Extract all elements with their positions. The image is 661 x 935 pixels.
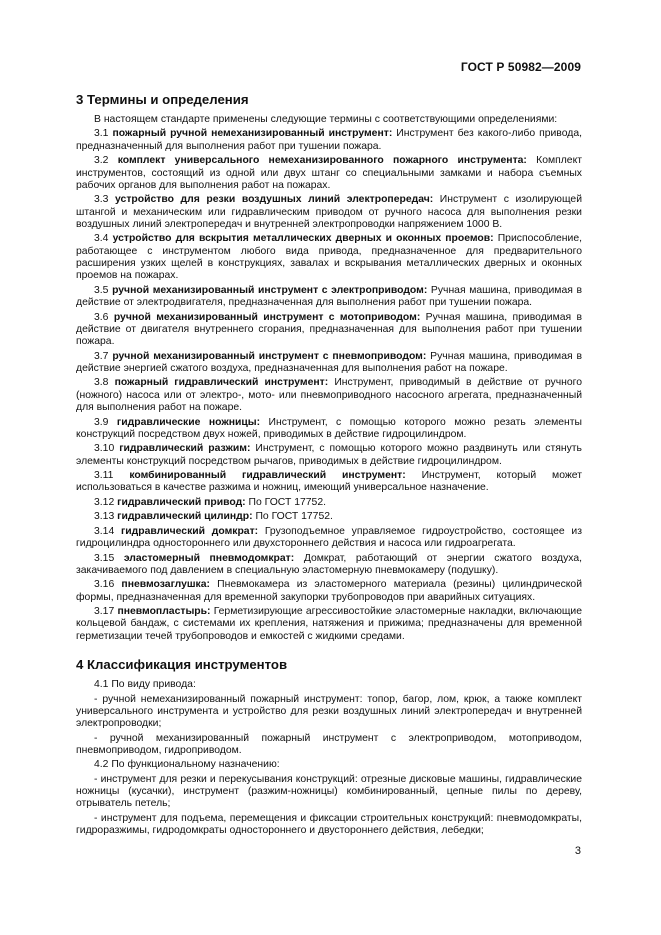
classification-list-item: - ручной немеханизированный пожарный инструмент: топор, багор, лом, крюк, а также комплект универсального инструмента и устройство для резки воздушных линий электропередач и внутренней электропроводки; (76, 693, 582, 730)
term-name: ручной механизированный инструмент с мотоприводом: (113, 311, 421, 323)
term-definition: Герметизирующие агрессивостойкие эластомерные накладки, включающие кольцевой бандаж, с системами их крепления, натяжения и прижима; предназначены для временной герметизации течей трубопроводов и емкостей с жидкими средами. (76, 606, 583, 642)
term-definition: Инструмент, приводимый в действие от ручного (ножного) насоса или от электро-, мото- или пневмоприводного насосного агрегата, предназначенный для выполнения работ на пожаре. (76, 377, 582, 414)
term-name: устройство для вскрытия металлических дверных и оконных проемов: (112, 233, 494, 245)
term-definition: Инструмент, с помощью которого можно раздвинуть или стянуть элементы конструкций посредством рычагов, приводимых в действие гидроцилиндром. (76, 443, 582, 467)
term-name: гидравлический разжим: (119, 443, 251, 455)
term-item: 3.12 гидравлический привод: По ГОСТ 17752. (94, 496, 326, 508)
term-item: 3.4 устройство для вскрытия металлических дверных и оконных проемов: Приспособление, работающее с инструментом любого вида привода, предназначенное для предварительного расширения узких щелей в конструкциях, завалах и вскрывания металлических дверных и оконных проемов на пожарах. (76, 233, 582, 282)
term-name: комплект универсального немеханизированного пожарного инструмента: (117, 155, 527, 167)
term-item: 3.8 пожарный гидравлический инструмент: Инструмент, приводимый в действие от ручного (ножного) насоса или от электро-, мото- или пневмоприводного насосного агрегата, предназначенный для выполнения работ на пожаре. (76, 377, 582, 414)
term-definition: Грузоподъемное управляемое гидроустройство, состоящее из гидроцилиндра одностороннего или двухстороннего действия и насоса или гидроагрегата. (76, 525, 582, 550)
classification-paragraph: 4.1 По виду привода: (94, 679, 196, 691)
term-item: 3.2 комплект универсального немеханизированного пожарного инструмента: Комплект инструментов, состоящий из одной или двух штанг со специальными замками и набора съемных рабочих органов для выполнения работ на пожарах. (76, 155, 583, 191)
classification-list-item: - инструмент для подъема, перемещения и фиксации строительных конструкций: пневмодомкраты, гидроразжимы, гидродомкраты одностороннего и двустороннего действия, лебедки; (76, 812, 582, 837)
term-item: 3.5 ручной механизированный инструмент с электроприводом: Ручная машина, приводимая в действие от электродвигателя, предназначенная для выполнения работ при тушении пожара. (76, 284, 582, 309)
term-definition: По ГОСТ 17752. (255, 511, 333, 523)
page-number: 3 (574, 845, 581, 857)
term-definition: Инструмент без какого-либо привода, предназначенный для выполнения работ при тушении пожара. (76, 128, 582, 152)
term-name: комбинированный гидравлический инструмент: (129, 470, 406, 482)
term-item: 3.14 гидравлический домкрат: Грузоподъемное управляемое гидроустройство, состоящее из гидроцилиндра одностороннего или двухстороннего действия и насоса или гидроагрегата. (76, 525, 582, 550)
term-definition: Приспособление, работающее с инструментом любого вида привода, предназначенное для предварительного расширения узких щелей в конструкциях, завалах и вскрывания металлических дверных и оконных проемов на пожарах. (76, 233, 582, 282)
term-definition: По ГОСТ 17752. (248, 496, 326, 508)
term-definition: Ручная машина, приводимая в действие от двигателя внутреннего сгорания, предназначенная для выполнения работ при тушении пожара. (76, 311, 583, 348)
page-content (76, 92, 582, 838)
term-definition: Инструмент, с помощью которого можно резать элементы конструкций посредством двух ножей, приводимых в действие гидроцилиндром. (76, 416, 582, 440)
term-definition: Ручная машина, приводимая в действие энергией сжатого воздуха, предназначенная для выполнения работ на пожаре. (76, 350, 582, 374)
term-item: 3.11 комбинированный гидравлический инструмент: Инструмент, который может использоваться в качестве разжима и ножниц, имеющий универсальное назначение. (76, 470, 582, 494)
term-item: 3.7 ручной механизированный инструмент с пневмоприводом: Ручная машина, приводимая в действие энергией сжатого воздуха, предназначенная для выполнения работ на пожаре. (76, 350, 582, 374)
term-item: 3.15 эластомерный пневмодомкрат: Домкрат, работающий от энергии сжатого воздуха, закачиваемого под давлением в специальную эластомерную пневмокамеру (подушку). (76, 552, 583, 576)
term-item: 3.1 пожарный ручной немеханизированный инструмент: Инструмент без какого-либо привода, предназначенный для выполнения работ при тушении пожара. (76, 128, 582, 152)
term-definition: Инструмент, который может использоваться в качестве разжима и ножниц, имеющий универсальное назначение. (76, 470, 582, 494)
term-definition: Комплект инструментов, состоящий из одной или двух штанг со специальными замками и набора съемных рабочих органов для выполнения работ на пожарах. (76, 155, 583, 191)
term-definition: Пневмокамера из эластомерного материала (резины) цилиндрической формы, предназначенная для временной закупорки трубопроводов при аварийных ситуациях. (76, 579, 583, 603)
term-item: 3.16 пневмозаглушка: Пневмокамера из эластомерного материала (резины) цилиндрической формы, предназначенная для временной закупорки трубопроводов при аварийных ситуациях. (76, 579, 583, 603)
term-name: пожарный ручной немеханизированный инструмент: (112, 128, 393, 140)
term-item: 3.6 ручной механизированный инструмент с мотоприводом: Ручная машина, приводимая в действие от двигателя внутреннего сгорания, предназначенная для выполнения работ при тушении пожара. (76, 311, 583, 348)
term-name: гидравлический привод: (117, 496, 246, 508)
classification-paragraph: 4.2 По функциональному назначению: (94, 759, 280, 771)
section-4-title: 4 Классификация инструментов (76, 657, 288, 673)
term-item: 3.3 устройство для резки воздушных линий электропередач: Инструмент с изолирующей штангой и механическим или гидравлическим приводом от ручного насоса для выполнения резки воздушных линий электропередач и внутренней электропроводки напряжением 1000 В. (76, 194, 582, 230)
term-definition: Домкрат, работающий от энергии сжатого воздуха, закачиваемого под давлением в специальную эластомерную пневмокамеру (подушку). (76, 552, 583, 576)
section-3-intro: В настоящем стандарте применены следующие термины с соответствующими определениями: (94, 114, 558, 125)
term-item: 3.10 гидравлический разжим: Инструмент, с помощью которого можно раздвинуть или стянуть элементы конструкций посредством рычагов, приводимых в действие гидроцилиндром. (76, 443, 582, 467)
classification-list-item: - ручной механизированный пожарный инструмент с электроприводом, мотоприводом, пневмоприводом, гидроприводом. (76, 732, 582, 756)
term-name: ручной механизированный инструмент с электроприводом: (112, 284, 428, 296)
term-name: гидравлический цилиндр: (117, 511, 253, 523)
classification-list-item: - инструмент для резки и перекусывания конструкций: отрезные дисковые машины, гидравлические ножницы (кусачки), инструмент (разжим-ножницы) комбинированный, цепные пилы по дереву, отрыватель петель; (76, 773, 582, 810)
term-name: пожарный гидравлический инструмент: (114, 377, 329, 389)
term-item: 3.13 гидравлический цилиндр: По ГОСТ 17752. (94, 511, 333, 523)
section-3-title: 3 Термины и определения (76, 92, 249, 107)
term-name: пневмопластырь: (117, 606, 211, 618)
term-definition: Инструмент с изолирующей штангой и механическим или гидравлическим приводом от ручного насоса для выполнения резки воздушных линий электропередач и внутренней электропроводки напряжением 1000 В. (76, 194, 582, 230)
term-item: 3.17 пневмопластырь: Герметизирующие агрессивостойкие эластомерные накладки, включающие кольцевой бандаж, с системами их крепления, натяжения и прижима; предназначены для временной герметизации течей трубопроводов и емкостей с жидкими средами. (76, 606, 583, 642)
term-name: эластомерный пневмодомкрат: (123, 552, 295, 564)
term-item: 3.9 гидравлические ножницы: Инструмент, с помощью которого можно резать элементы конструкций посредством двух ножей, приводимых в действие гидроцилиндром. (76, 416, 582, 440)
term-name: устройство для резки воздушных линий электропередач: (115, 194, 434, 206)
term-name: гидравлические ножницы: (116, 416, 261, 428)
document-code: ГОСТ Р 50982—2009 (460, 60, 581, 74)
term-name: ручной механизированный инструмент с пневмоприводом: (112, 350, 427, 362)
term-definition: Ручная машина, приводимая в действие от электродвигателя, предназначенная для выполнения работ при тушении пожара. (76, 284, 582, 309)
term-name: гидравлический домкрат: (120, 525, 259, 537)
term-name: пневмозаглушка: (121, 579, 210, 591)
